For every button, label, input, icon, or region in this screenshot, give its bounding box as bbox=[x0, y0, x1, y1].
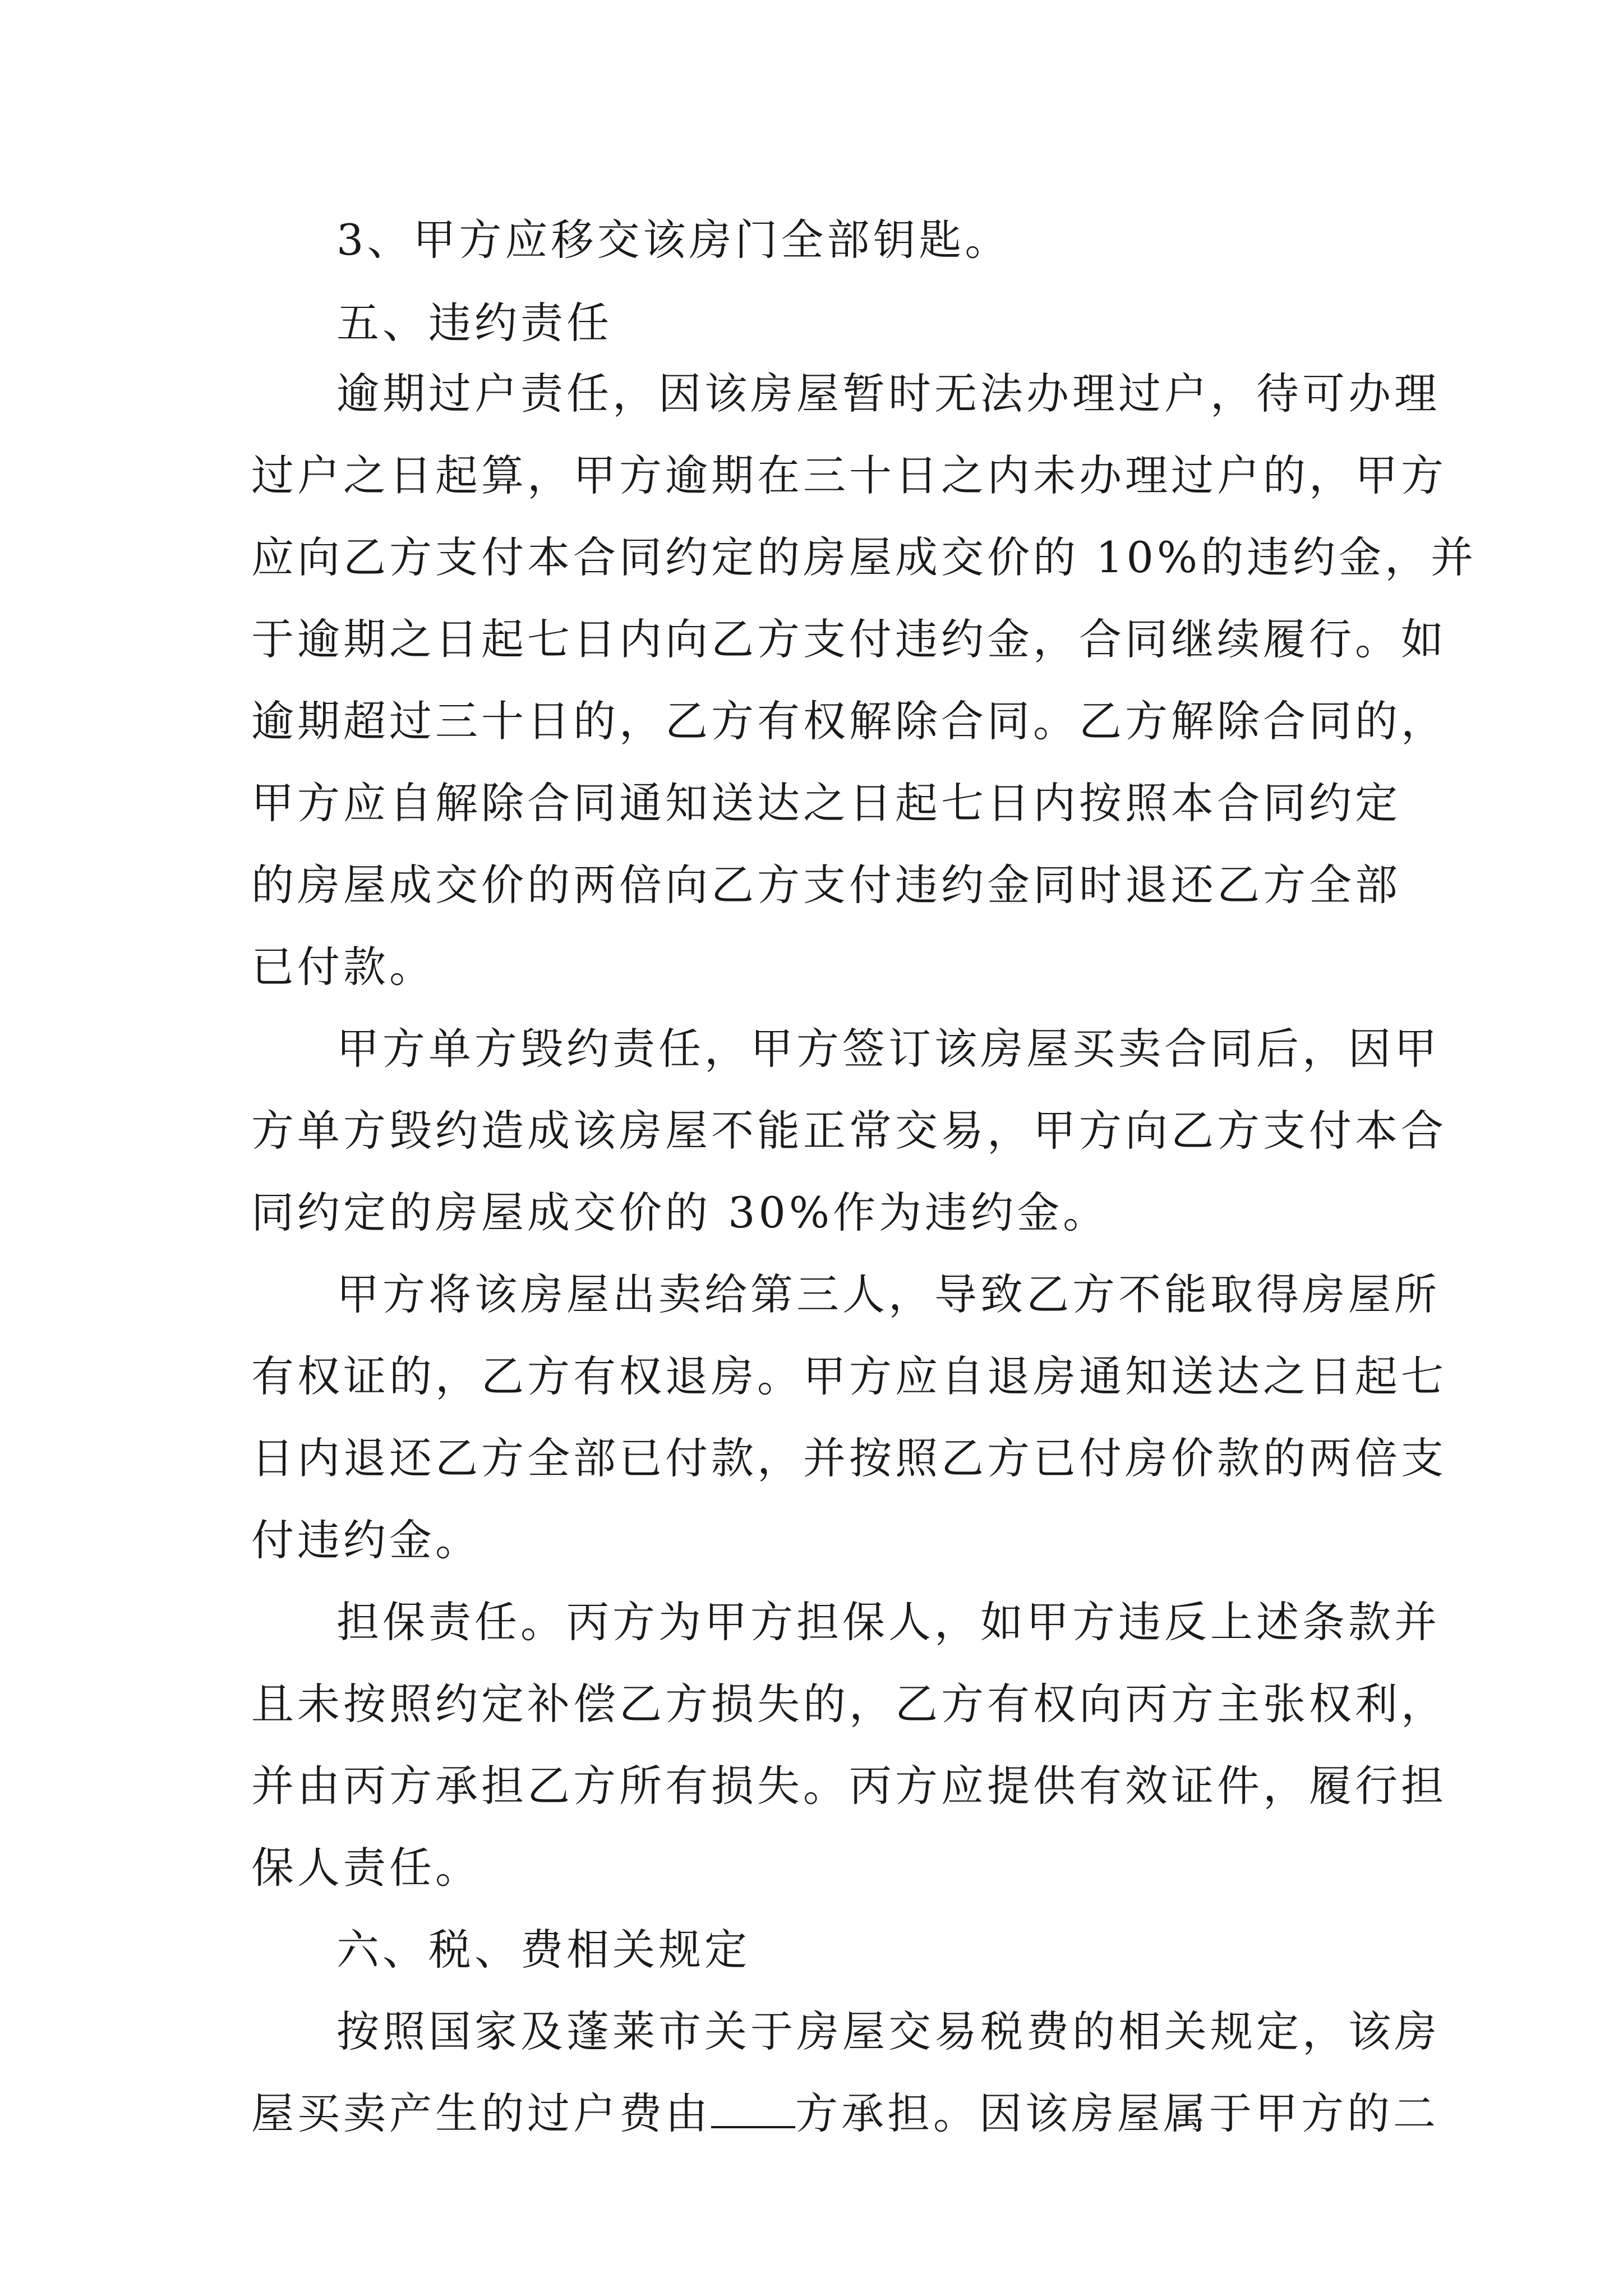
paragraph-line: 过户之日起算，甲方逾期在三十日之内未办理过户的，甲方 bbox=[251, 450, 1447, 500]
paragraph-line: 并由丙方承担乙方所有损失。丙方应提供有效证件，履行担 bbox=[251, 1761, 1447, 1811]
paragraph-line: 按照国家及蓬莱市关于房屋交易税费的相关规定，该房 bbox=[336, 2007, 1440, 2056]
section-5-heading: 五、违约责任 bbox=[336, 298, 612, 348]
paragraph-line: 应向乙方支付本合同约定的房屋成交价的 10%的违约金，并 bbox=[251, 532, 1477, 582]
section-6-heading: 六、税、费相关规定 bbox=[336, 1925, 750, 1975]
text-segment: 屋买卖产生的过户费由 bbox=[251, 2088, 711, 2138]
paragraph-line: 已付款。 bbox=[251, 942, 435, 992]
paragraph-line: 付违约金。 bbox=[251, 1515, 481, 1565]
fill-in-blank bbox=[711, 2089, 795, 2128]
paragraph-line: 且未按照约定补偿乙方损失的，乙方有权向丙方主张权利， bbox=[251, 1679, 1447, 1729]
paragraph-line: 甲方将该房屋出卖给第三人，导致乙方不能取得房屋所 bbox=[336, 1269, 1440, 1319]
paragraph-line: 于逾期之日起七日内向乙方支付违约金，合同继续履行。如 bbox=[251, 614, 1447, 664]
paragraph-line: 方单方毁约造成该房屋不能正常交易，甲方向乙方支付本合 bbox=[251, 1106, 1447, 1156]
paragraph-line: 逾期超过三十日的，乙方有权解除合同。乙方解除合同的， bbox=[251, 696, 1447, 746]
paragraph-line: 甲方单方毁约责任，甲方签订该房屋买卖合同后，因甲 bbox=[336, 1024, 1440, 1074]
paragraph-line: 日内退还乙方全部已付款，并按照乙方已付房价款的两倍支 bbox=[251, 1433, 1447, 1483]
paragraph-line: 保人责任。 bbox=[251, 1843, 481, 1893]
paragraph-line: 甲方应自解除合同通知送达之日起七日内按照本合同约定 bbox=[251, 778, 1401, 828]
paragraph-line: 的房屋成交价的两倍向乙方支付违约金同时退还乙方全部 bbox=[251, 860, 1401, 910]
paragraph-line: 逾期过户责任，因该房屋暂时无法办理过户，待可办理 bbox=[336, 369, 1440, 418]
paragraph-line-with-blank bbox=[251, 2087, 1439, 2141]
paragraph-line: 同约定的房屋成交价的 30%作为违约金。 bbox=[251, 1188, 1109, 1237]
clause-key-handover: 3、甲方应移交该房门全部钥匙。 bbox=[336, 215, 1011, 265]
text-segment: 方承担。因该房屋属于甲方的二 bbox=[795, 2088, 1439, 2138]
paragraph-line: 担保责任。丙方为甲方担保人，如甲方违反上述条款并 bbox=[336, 1597, 1440, 1647]
paragraph-line: 有权证的，乙方有权退房。甲方应自退房通知送达之日起七 bbox=[251, 1351, 1447, 1401]
